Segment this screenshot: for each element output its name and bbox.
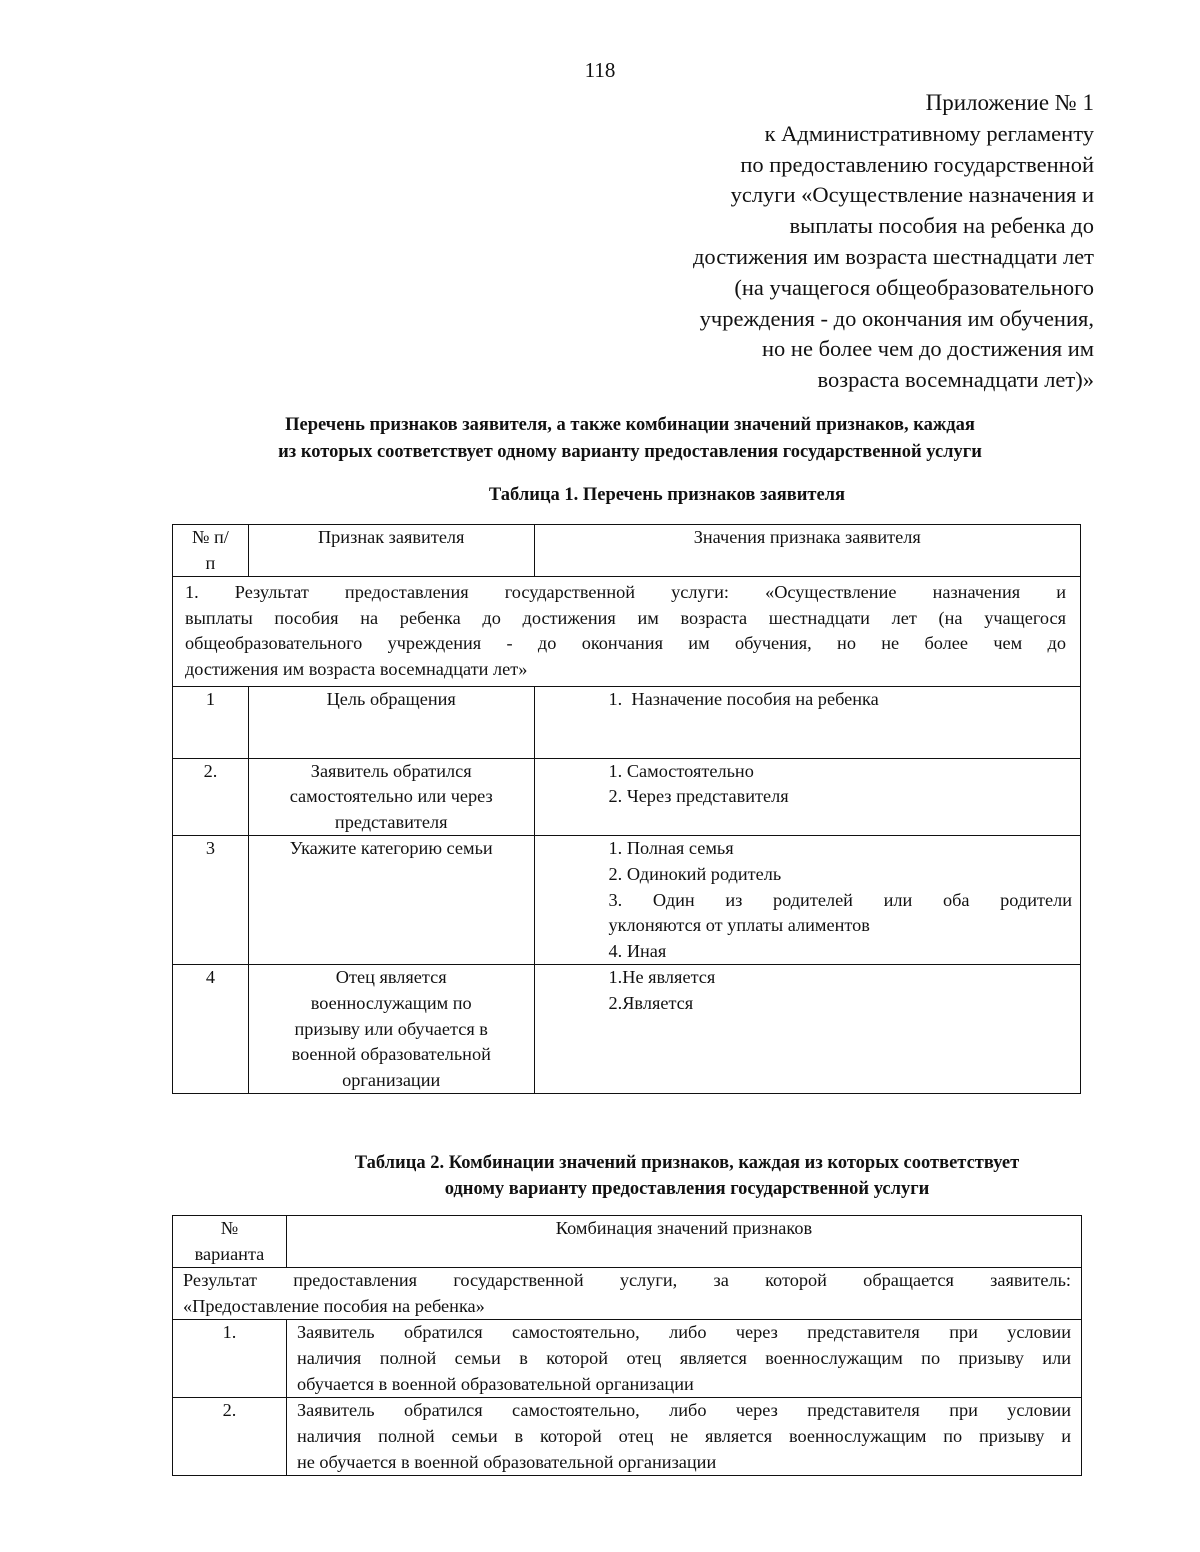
table1-header-row [173,525,1081,577]
table1-caption: Таблица 1. Перечень признаков заявителя [488,485,846,505]
row-values [534,965,1080,1094]
result-line: Результат предоставления государственной услуги, за которой обращается заявитель: [183,1270,1071,1291]
value-line: 1. Самостоятельно [608,760,754,781]
table1-header-values: Значения признака заявителя [534,525,1080,577]
row-attribute [248,836,534,965]
combination-line: наличия полной семьи в которой отец является военнослужащим по призыву или [296,1347,1071,1368]
combination-line: Заявитель обратился самостоятельно, либо через представителя при условии [296,1322,1071,1343]
table-row [173,965,1081,1094]
row-values [534,686,1080,758]
appendix-line: по предоставлению государственной [740,151,1094,177]
table1-applicant-attributes [172,524,1081,1094]
attribute-line: Цель обращения [326,688,456,709]
result-line: «Предоставление пособия на ребенка» [183,1295,485,1316]
value-line: 2. Через представителя [608,786,789,807]
attribute-line: представителя [334,811,448,832]
table1-header-num [173,525,249,577]
table2-combinations [172,1215,1082,1476]
table1-result-row [173,577,1081,686]
combination-line: обучается в военной образовательной организации [296,1373,694,1394]
value-line: 2. Одинокий родитель [608,863,782,884]
variant-num: 2. [173,1398,287,1476]
table-row [173,1320,1082,1398]
row-num: 2. [173,758,249,836]
attribute-line: военнослужащим по [310,992,472,1013]
row-num: 4 [173,965,249,1094]
result-line: 1. Результат предоставления государственной услуги: «Осуществление назначения и [185,582,1066,603]
attribute-line: Отец является [335,967,447,988]
table2-header-num [173,1216,287,1268]
variant-combination [286,1320,1081,1398]
appendix-line: возраста восемнадцати лет)» [817,367,1094,393]
appendix-line: учреждения - до окончания им обучения, [699,305,1094,331]
result-line: общеобразовательного учреждения - до окончания им обучения, но не более чем до [185,633,1066,654]
row-attribute [248,758,534,836]
appendix-line: услуги «Осуществление назначения и [730,182,1094,208]
value-line: уклоняются от уплаты алиментов [608,915,870,936]
row-attribute [248,686,534,758]
page-number: 118 [584,58,616,82]
combination-line: не обучается в военной образовательной организации [296,1451,717,1472]
attribute-line: организации [342,1069,441,1090]
result-line: выплаты пособия на ребенка до достижения им возраста шестнадцати лет (на учащегося [185,607,1066,628]
value-line: 2.Является [608,992,694,1013]
table2-caption [0,1150,1200,1202]
attribute-line: самостоятельно или через [289,786,493,807]
header-text: № варианта [194,1218,265,1264]
appendix-header [534,88,1094,396]
appendix-line: к Административному регламенту [764,120,1094,146]
appendix-line: (на учащегося общеобразовательного [734,274,1094,300]
attribute-line: военной образовательной [291,1044,491,1065]
row-values [534,758,1080,836]
table-row [173,1398,1082,1476]
row-attribute [248,965,534,1094]
result-line: достижения им возраста восемнадцати лет» [185,658,528,679]
value-line: 1. Назначение пособия на ребенка [608,688,879,709]
appendix-line: Приложение № 1 [925,90,1094,115]
table2-header-row [173,1216,1082,1268]
table-row [173,686,1081,758]
table-row [173,758,1081,836]
table1-header-attribute: Признак заявителя [248,525,534,577]
appendix-line: но не более чем до достижения им [762,336,1094,362]
table-row [173,836,1081,965]
row-num: 1 [173,686,249,758]
appendix-line: выплаты пособия на ребенка до [789,213,1094,239]
attribute-line: Заявитель обратился [310,760,472,781]
table2-result-cell [173,1268,1082,1320]
attribute-line: Укажите категорию семьи [289,838,493,859]
document-heading [120,412,1140,466]
header-text: № п/п [192,527,229,573]
heading-line: из которых соответствует одному варианту предоставления государственной услуги [278,442,982,462]
value-line: 4. Иная [608,940,667,961]
value-line: 1. Полная семья [608,838,734,859]
caption-line: Таблица 2. Комбинации значений признаков, каждая из которых соответствует [354,1153,1020,1173]
attribute-line: призыву или обучается в [294,1018,488,1039]
caption-line: одному варианту предоставления государственной услуги [444,1179,930,1199]
heading-line: Перечень признаков заявителя, а также комбинации значений признаков, каждая [285,415,975,435]
variant-num: 1. [173,1320,287,1398]
table1-result-cell [173,577,1081,686]
table2-result-row [173,1268,1082,1320]
variant-combination [286,1398,1081,1476]
combination-line: Заявитель обратился самостоятельно, либо через представителя при условии [296,1400,1071,1421]
appendix-line: достижения им возраста шестнадцати лет [692,243,1094,269]
table2-header-combination: Комбинация значений признаков [286,1216,1081,1268]
combination-line: наличия полной семьи в которой отец не является военнослужащим по призыву и [296,1425,1071,1446]
row-num: 3 [173,836,249,965]
value-line: 1.Не является [608,967,716,988]
value-line: 3. Один из родителей или оба родители [608,889,1072,910]
row-values [534,836,1080,965]
